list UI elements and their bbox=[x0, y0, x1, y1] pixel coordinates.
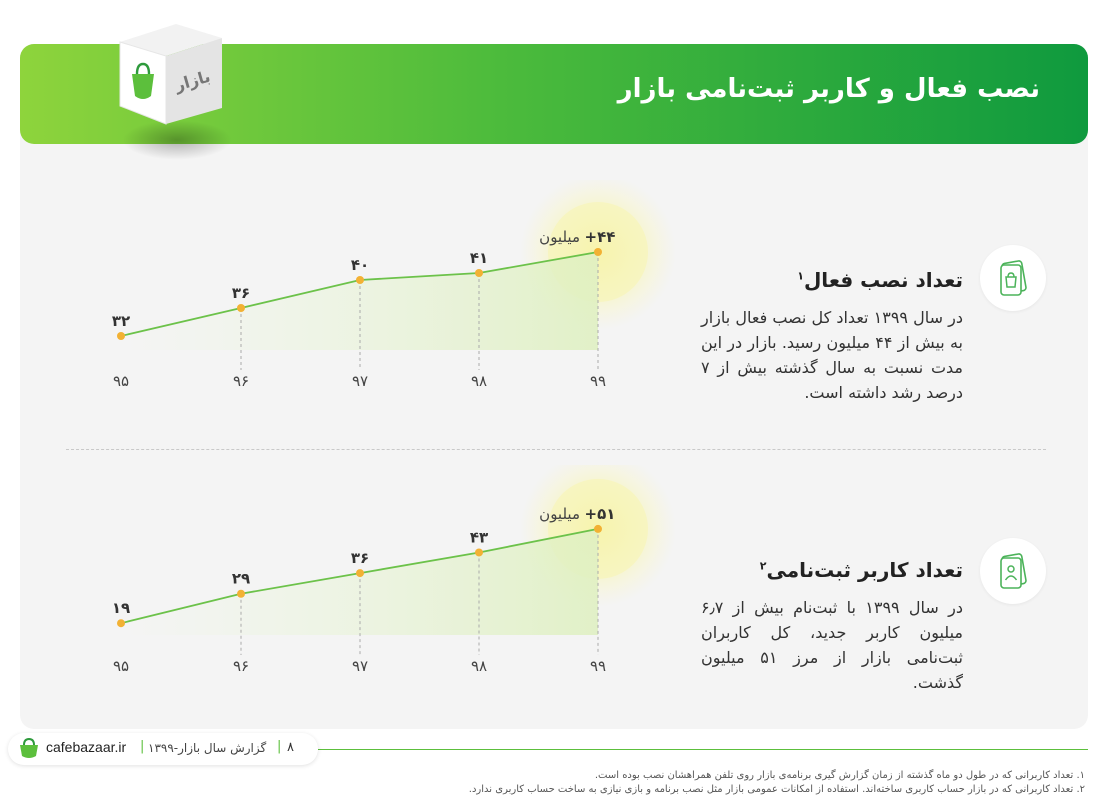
footnote-mark-2: ۲ bbox=[759, 559, 767, 573]
data-point bbox=[237, 304, 245, 312]
data-point bbox=[237, 590, 245, 598]
registered-users-icon-badge bbox=[980, 538, 1046, 604]
section-divider bbox=[66, 449, 1046, 450]
x-tick-label: ۹۶ bbox=[232, 657, 250, 675]
footnote-1: ۱. تعداد کاربرانی که در طول دو ماه گذشته از زمان گزارش گیری برنامه‌ی بازار روی تلفن همراهشان نصب بوده است. bbox=[594, 770, 1085, 781]
footer-line bbox=[318, 749, 1088, 750]
footer-page-number: ۸ bbox=[287, 740, 294, 755]
data-label: ۳۲ bbox=[111, 312, 131, 330]
x-tick-label: ۹۹ bbox=[589, 372, 607, 390]
chart-active-installs bbox=[60, 180, 680, 410]
data-label: ۱۹ bbox=[111, 599, 131, 618]
x-tick-label: ۹۶ bbox=[232, 372, 250, 390]
x-tick-label: ۹۷ bbox=[351, 372, 369, 390]
x-tick-label: ۹۵ bbox=[112, 372, 130, 390]
x-tick-label: ۹۸ bbox=[470, 657, 488, 675]
data-label: +۴۴ bbox=[584, 228, 616, 246]
footer-report-title: گزارش سال بازار-۱۳۹۹ bbox=[148, 741, 267, 755]
registered-users-title-text: تعداد کاربر ثبت‌نامی bbox=[766, 558, 963, 582]
data-point bbox=[117, 619, 125, 627]
footnote-2: ۲. تعداد کاربرانی که در بازار حساب کاربری ساخته‌اند. استفاده از امکانات عمومی بازار مثل نصب برنامه و بازی نیازی به ساخت حساب کاربری ندارد. bbox=[468, 784, 1085, 795]
phone-shopping-bag-icon bbox=[980, 245, 1046, 311]
x-tick-label: ۹۷ bbox=[351, 657, 369, 675]
active-installs-icon-badge bbox=[980, 245, 1046, 311]
registered-users-text: در سال ۱۳۹۹ با ثبت‌نام بیش از ۶٫۷ میلیون کاربر جدید، کل کاربران ثبت‌نامی بازار از مرز ۵۱ میلیون گذشت. bbox=[701, 598, 964, 692]
data-point bbox=[356, 276, 364, 284]
data-label: ۲۹ bbox=[231, 569, 251, 588]
chart-registered-users bbox=[60, 465, 680, 695]
data-point bbox=[117, 332, 125, 340]
data-point bbox=[475, 548, 483, 556]
x-tick-label: ۹۸ bbox=[470, 372, 488, 390]
active-installs-text: در سال ۱۳۹۹ تعداد کل نصب فعال بازار به بیش از ۴۴ میلیون رسید. بازار در این مدت نسبت به سال گذشته بیش از ۷ درصد رشد داشته است. bbox=[701, 308, 964, 402]
footer-site-link[interactable]: cafebazaar.ir bbox=[46, 739, 127, 755]
registered-users-title bbox=[760, 558, 963, 582]
cube-text: بازار bbox=[172, 66, 213, 95]
footer-separator: | bbox=[140, 739, 145, 754]
phone-user-icon bbox=[980, 538, 1046, 604]
data-label: ۴۳ bbox=[469, 528, 489, 547]
data-label: ۳۶ bbox=[350, 549, 370, 568]
data-point bbox=[594, 525, 602, 533]
active-installs-title-text: تعداد نصب فعال bbox=[803, 268, 963, 292]
unit-label: میلیون bbox=[539, 228, 580, 246]
data-point bbox=[356, 569, 364, 577]
data-point bbox=[475, 269, 483, 277]
active-installs-title bbox=[797, 268, 963, 292]
data-label: ۳۶ bbox=[231, 284, 251, 302]
footnote-mark-1: ۱ bbox=[797, 269, 804, 283]
data-label: ۴۰ bbox=[350, 256, 370, 274]
footer-separator: | bbox=[277, 739, 282, 754]
data-label: ۴۱ bbox=[469, 249, 489, 267]
bazaar-cube-logo bbox=[112, 24, 228, 128]
unit-label: میلیون bbox=[539, 504, 580, 523]
data-point bbox=[594, 248, 602, 256]
page-title: نصب فعال و کاربر ثبت‌نامی بازار bbox=[617, 74, 1040, 104]
x-tick-label: ۹۵ bbox=[112, 657, 130, 675]
data-label: +۵۱ bbox=[584, 504, 616, 523]
x-tick-label: ۹۹ bbox=[589, 657, 607, 675]
bazaar-logo-icon[interactable] bbox=[18, 737, 40, 759]
